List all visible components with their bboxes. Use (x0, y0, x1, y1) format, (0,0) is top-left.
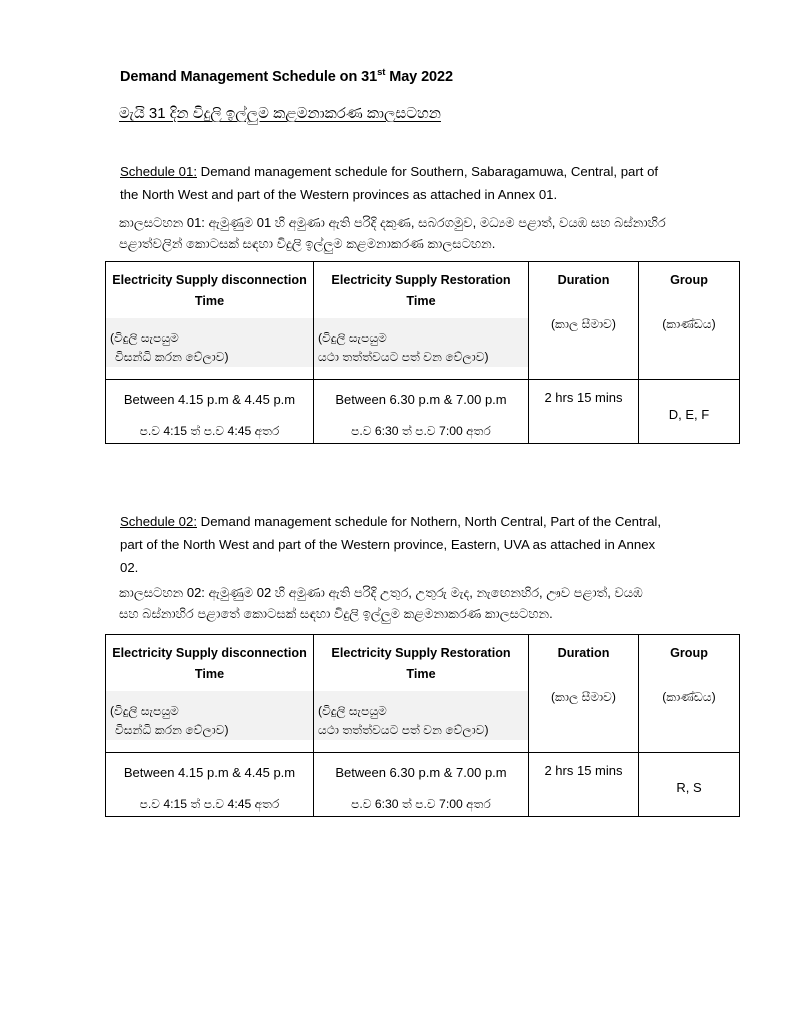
header-restoration-line1: Electricity Supply Restoration (331, 646, 511, 660)
group-value: D, E, F (668, 407, 710, 422)
header-disconnection-si-line1: (විදුලි සැපයුම (110, 704, 179, 718)
header-cell-group (639, 635, 740, 753)
group-value: R, S (676, 780, 702, 795)
header-group-label: Group (670, 646, 708, 660)
restoration-time-si: ප.ව 6:30 ත් ප.ව 7:00 අතර (351, 797, 491, 811)
header-cell-duration (529, 262, 639, 380)
schedule-01-table (105, 261, 740, 444)
table-row (106, 380, 740, 444)
document-title-prefix: Demand Management Schedule on 31 (120, 69, 378, 85)
duration-value: 2 hrs 15 mins (544, 763, 623, 778)
schedule-01-desc-line1: Demand management schedule for Southern, Sabaragamuwa, Central, part of (197, 164, 659, 179)
header-disconnection-si (106, 691, 313, 740)
schedule-02-desc-si-line1: කාලසටහන 02: ඇමුණුම 02 හි අමුණා ඇති පරිදි උතුර, උතුරු මැද, නැඟෙනහිර, ඌව පළාත්, වයඹ (119, 585, 643, 600)
schedule-01-desc-si-line1: කාලසටහන 01: ඇමුණුම 01 හි අමුණා ඇති පරිදි දකුණ, සබරගමුව, මධ්‍යම පළාත්, වයඹ සහ බස්නාහිර (119, 215, 666, 230)
header-group-label: Group (670, 273, 708, 287)
disconnection-time-en: Between 4.15 p.m & 4.45 p.m (123, 392, 296, 407)
cell-group (639, 753, 740, 817)
schedule-02-desc-line2: part of the North West and part of the Western province, Eastern, UVA as attached in Annex (120, 537, 656, 552)
header-cell-disconnection-time (106, 262, 314, 380)
schedule-02-desc-line1: Demand management schedule for Nothern, North Central, Part of the Central, (197, 514, 661, 529)
header-disconnection-si (106, 318, 313, 367)
header-group-si: (කාණ්ඩය) (662, 317, 716, 331)
duration-value: 2 hrs 15 mins (544, 390, 623, 405)
table-row (106, 753, 740, 817)
schedule-01-description-si (119, 212, 684, 254)
schedule-02-desc-line3: 02. (120, 560, 139, 575)
schedule-01-description-en (120, 160, 680, 206)
header-group-si: (කාණ්ඩය) (662, 690, 716, 704)
header-restoration-si-line1: (විදුලි සැපයුම (318, 704, 387, 718)
restoration-time-en: Between 6.30 p.m & 7.00 p.m (335, 392, 507, 407)
header-duration-si: (කාල සීමාව) (550, 690, 616, 704)
restoration-time-si: ප.ව 6:30 ත් ප.ව 7:00 අතර (351, 424, 491, 438)
header-restoration-line2: Time (406, 294, 436, 308)
header-cell-group (639, 262, 740, 380)
header-restoration-line1: Electricity Supply Restoration (331, 273, 511, 287)
document-subtitle-sinhala: මැයි 31 දින විදුලි ඉල්ලුම කළමනාකරණ කාලසටහන (119, 105, 441, 122)
header-duration-si: (කාල සීමාව) (550, 317, 616, 331)
disconnection-time-en: Between 4.15 p.m & 4.45 p.m (123, 765, 296, 780)
schedule-02-desc-si-line2: සහ බස්නාහිර පළාතේ කොටසක් සඳහා විදුලි ඉල්ලුම කළමනාකරණ කාලසටහන. (119, 606, 553, 621)
table-header-row (106, 262, 740, 380)
header-cell-disconnection-time (106, 635, 314, 753)
header-cell-duration (529, 635, 639, 753)
schedule-02-description-si (119, 582, 684, 624)
header-cell-restoration-time (314, 262, 529, 380)
cell-restoration-time (314, 380, 529, 444)
document-title-ordinal-suffix: st (377, 67, 386, 79)
cell-disconnection-time (106, 753, 314, 817)
cell-duration (529, 380, 639, 444)
header-disconnection-line1: Electricity Supply disconnection (112, 646, 307, 660)
table-header-row (106, 635, 740, 753)
header-restoration-line2: Time (406, 667, 436, 681)
header-disconnection-line2: Time (194, 294, 225, 308)
header-restoration-si (314, 691, 528, 740)
header-restoration-si-line2: යථා තත්ත්වයට පත් වන වේලාව) (318, 723, 489, 737)
disconnection-time-si: ප.ව 4:15 ත් ප.ව 4:45 අතර (139, 424, 280, 438)
header-disconnection-si-line2: විසන්ධි කරන වේලාව) (115, 350, 229, 364)
header-disconnection-si-line2: විසන්ධි කරන වේලාව) (115, 723, 229, 737)
schedule-02-label: Schedule 02: (120, 514, 197, 529)
schedule-02-table (105, 634, 740, 817)
header-duration-label: Duration (557, 273, 610, 287)
schedule-02-description-en (120, 510, 695, 579)
header-disconnection-si-line1: (විදුලි සැපයුම (110, 331, 179, 345)
disconnection-time-si: ප.ව 4:15 ත් ප.ව 4:45 අතර (139, 797, 280, 811)
header-duration-label: Duration (557, 646, 610, 660)
schedule-01-label: Schedule 01: (120, 164, 197, 179)
header-restoration-si (314, 318, 528, 367)
cell-duration (529, 753, 639, 817)
header-restoration-si-line2: යථා තත්ත්වයට පත් වන වේලාව) (318, 350, 489, 364)
header-disconnection-line1: Electricity Supply disconnection (112, 273, 307, 287)
document-title (120, 69, 453, 85)
header-disconnection-line2: Time (194, 667, 225, 681)
header-cell-restoration-time (314, 635, 529, 753)
restoration-time-en: Between 6.30 p.m & 7.00 p.m (335, 765, 507, 780)
cell-restoration-time (314, 753, 529, 817)
cell-disconnection-time (106, 380, 314, 444)
document-title-suffix: May 2022 (385, 69, 453, 85)
schedule-01-desc-si-line2: පළාත්වලින් කොටසක් සඳහා විදුලි ඉල්ලුම කළමනාකරණ කාලසටහන. (119, 236, 496, 251)
header-restoration-si-line1: (විදුලි සැපයුම (318, 331, 387, 345)
schedule-01-desc-line2: the North West and part of the Western provinces as attached in Annex 01. (120, 187, 558, 202)
cell-group (639, 380, 740, 444)
